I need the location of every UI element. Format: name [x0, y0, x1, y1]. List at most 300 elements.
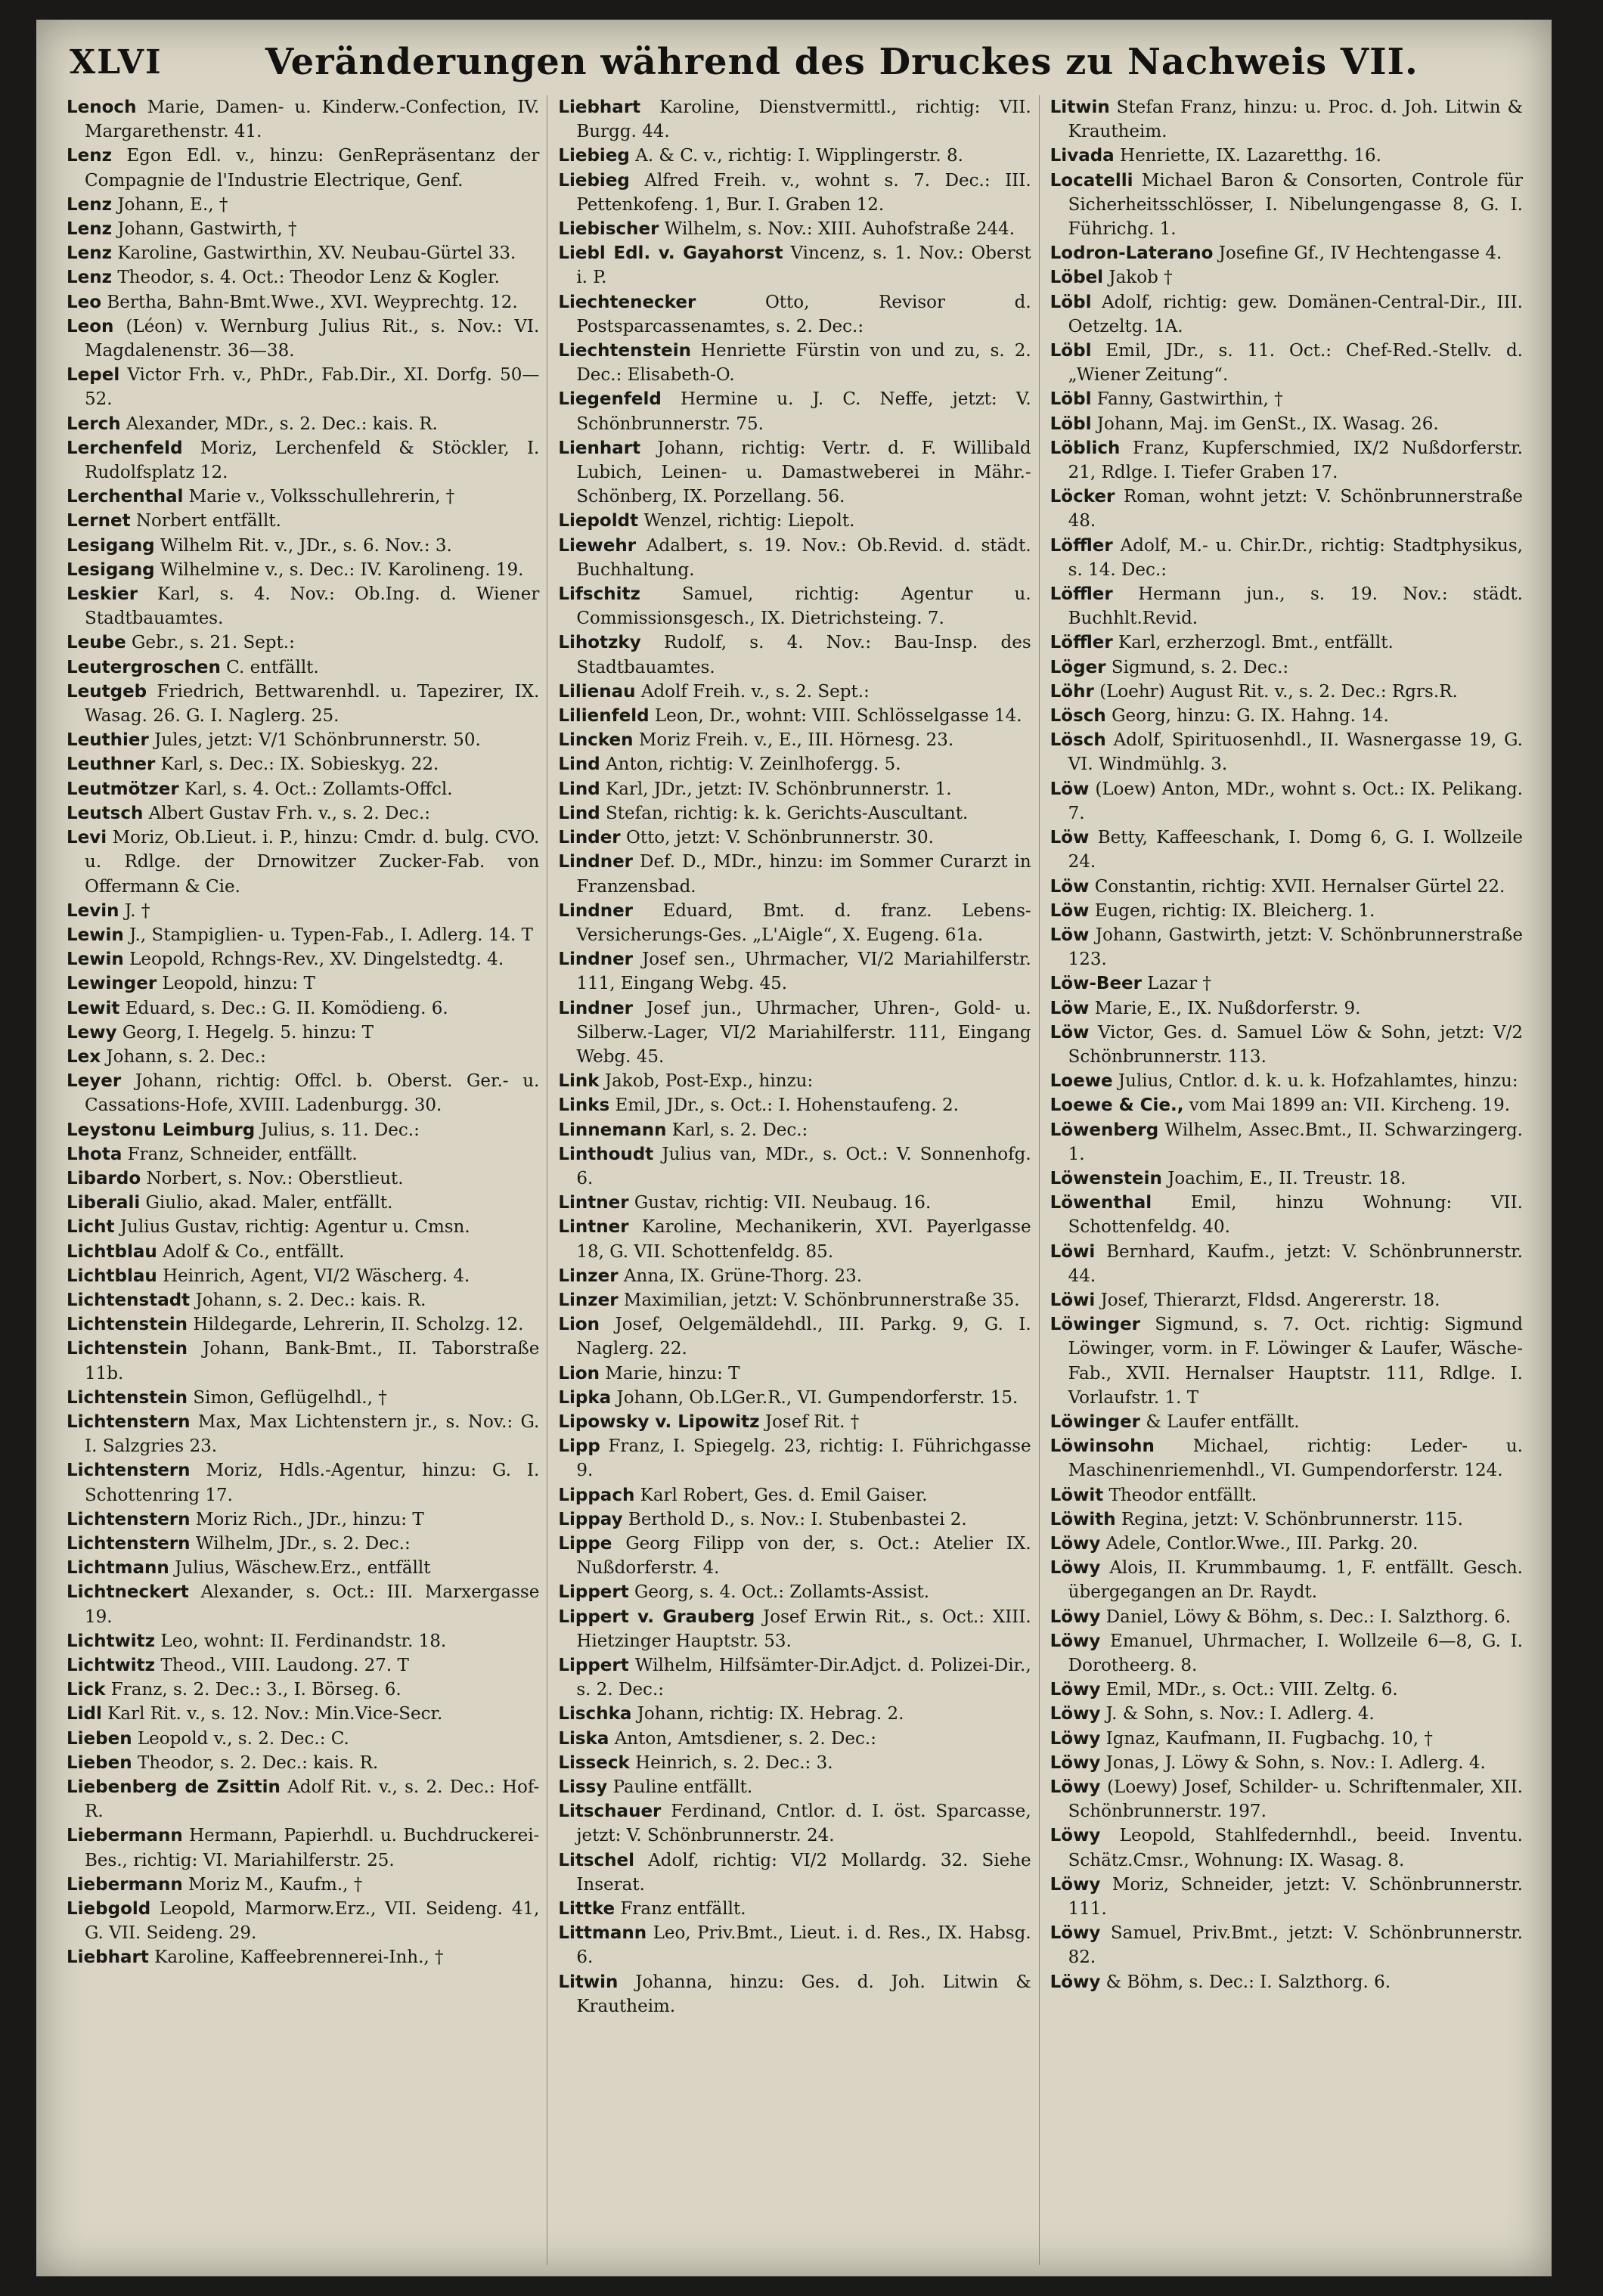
- directory-entry: [67, 265, 539, 290]
- entry-name: Löwinger: [1050, 1315, 1141, 1335]
- directory-entry: [558, 387, 1031, 435]
- entry-text: Ferdinand, Cntlor. d. I. öst. Sparcasse, jetzt: V. Schönbrunnerstr. 24.: [576, 1802, 1031, 1846]
- directory-entry: [67, 923, 539, 947]
- entry-name: Lindner: [558, 950, 634, 970]
- entry-name: Lerchenfeld: [67, 438, 183, 458]
- entry-name: Lincken: [558, 730, 634, 751]
- entry-text: Josef, Thierarzt, Fldsd. Angererstr. 18.: [1100, 1290, 1440, 1310]
- entry-name: Linnemann: [558, 1120, 667, 1140]
- columns: [67, 95, 1523, 2265]
- directory-entry: [67, 1702, 539, 1726]
- entry-name: Lieben: [67, 1752, 132, 1773]
- entry-text: Karl, s. Dec.: IX. Sobieskyg. 22.: [160, 754, 439, 775]
- directory-entry: [67, 1678, 539, 1702]
- entry-name: Links: [558, 1095, 610, 1116]
- directory-entry: [1050, 339, 1523, 387]
- entry-text: Josef Erwin Rit., s. Oct.: XIII. Hietzinger Hauptstr. 53.: [576, 1607, 1031, 1651]
- directory-entry: [558, 850, 1031, 898]
- entry-text: Marie, hinzu: T: [605, 1363, 740, 1383]
- entry-name: Liberali: [67, 1193, 141, 1213]
- entry-name: Lichtblau: [67, 1241, 157, 1262]
- directory-entry: [1050, 704, 1523, 728]
- directory-entry: [1050, 728, 1523, 776]
- entry-name: Lindner: [558, 852, 634, 872]
- directory-entry: [1050, 1167, 1523, 1191]
- entry-name: Löbl: [1050, 414, 1092, 434]
- directory-entry: [558, 1799, 1031, 1848]
- entry-name: Lintner: [558, 1193, 629, 1213]
- entry-text: Theod., VIII. Laudong. 27. T: [160, 1656, 409, 1675]
- entry-name: Löcker: [1050, 487, 1115, 507]
- entry-text: Eduard, s. Dec.: G. II. Komödieng. 6.: [125, 998, 448, 1018]
- entry-name: Lifschitz: [558, 584, 640, 605]
- entry-text: Moriz, Lerchenfeld & Stöckler, I. Rudolfsplatz 12.: [85, 438, 540, 483]
- entry-text: C. entfällt.: [226, 657, 319, 677]
- directory-entry: [1050, 777, 1523, 826]
- directory-entry: [67, 899, 539, 923]
- directory-entry: [67, 1215, 539, 1239]
- entry-text: Wilhelm, Hilfsämter-Dir.Adjct. d. Polizei-Dir., s. 2. Dec.:: [576, 1656, 1031, 1700]
- entry-text: Victor, Ges. d. Samuel Löw & Sohn, jetzt: V/2 Schönbrunnerstr. 113.: [1068, 1022, 1523, 1067]
- directory-entry: [1050, 1678, 1523, 1702]
- directory-entry: [558, 1215, 1031, 1263]
- directory-entry: [558, 1653, 1031, 1702]
- entry-name: Lichtblau: [67, 1266, 157, 1286]
- entry-name: Levi: [67, 828, 107, 848]
- entry-name: Lichtwitz: [67, 1631, 156, 1651]
- entry-text: Emil, MDr., s. Oct.: VIII. Zeltg. 6.: [1105, 1680, 1398, 1700]
- directory-entry: [67, 241, 539, 265]
- directory-entry: [67, 144, 539, 192]
- directory-entry: [67, 1507, 539, 1532]
- directory-entry: [67, 1167, 539, 1191]
- directory-entry: [558, 1897, 1031, 1921]
- directory-entry: [67, 436, 539, 485]
- entry-text: Johanna, hinzu: Ges. d. Joh. Litwin & Krautheim.: [576, 1972, 1031, 2016]
- entry-text: Fanny, Gastwirthin, †: [1096, 389, 1283, 410]
- entry-name: Link: [558, 1071, 600, 1092]
- directory-entry: [558, 1483, 1031, 1507]
- entry-name: Löwy: [1050, 1631, 1101, 1651]
- entry-text: Adolf & Co., entfällt.: [163, 1241, 345, 1262]
- directory-entry: [1050, 1191, 1523, 1239]
- entry-name: Liebhart: [558, 98, 641, 117]
- entry-text: Anton, Amtsdiener, s. 2. Dec.:: [614, 1728, 876, 1749]
- directory-entry: [67, 1873, 539, 1897]
- directory-entry: [558, 1580, 1031, 1604]
- directory-entry: [67, 412, 539, 436]
- directory-entry: [67, 826, 539, 899]
- entry-text: Leo, Priv.Bmt., Lieut. i. d. Res., IX. Habsg. 6.: [576, 1923, 1031, 1968]
- entry-text: Michael Baron & Consorten, Controle für Sicherheitsschlösser, I. Nibelungengasse 8, G. I. Führichg. 1.: [1068, 170, 1523, 240]
- directory-entry: [67, 1118, 539, 1142]
- directory-entry: [558, 1848, 1031, 1897]
- entry-text: Karl, s. 4. Oct.: Zollamts-Offcl.: [184, 779, 453, 799]
- entry-text: Karl, s. 4. Nov.: Ob.Ing. d. Wiener Stadtbauamtes.: [85, 584, 540, 629]
- entry-name: Löwinger: [1050, 1411, 1141, 1432]
- entry-name: Lesigang: [67, 535, 155, 556]
- entry-text: Albert Gustav Frh. v., s. 2. Dec.:: [148, 803, 430, 823]
- directory-entry: [67, 1191, 539, 1215]
- entry-text: Egon Edl. v., hinzu: GenRepräsentanz der Compagnie de l'Industrie Electrique, Genf.: [85, 146, 540, 191]
- entry-text: Johann, s. 2. Dec.: kais. R.: [195, 1290, 426, 1310]
- entry-text: vom Mai 1899 an: VII. Kircheng. 19.: [1189, 1095, 1511, 1116]
- entry-text: Theodor entfällt.: [1108, 1485, 1257, 1505]
- directory-entry: [558, 1702, 1031, 1726]
- entry-name: Lenz: [67, 146, 113, 166]
- entry-text: Franz, Kupferschmied, IX/2 Nußdorferstr. 21, Rdlge. I. Tiefer Graben 17.: [1068, 438, 1523, 483]
- directory-entry: [1050, 875, 1523, 899]
- entry-text: Gebr., s. 21. Sept.:: [132, 633, 295, 653]
- directory-entry: [1050, 826, 1523, 874]
- directory-entry: [558, 1410, 1031, 1434]
- directory-entry: [558, 899, 1031, 947]
- entry-text: Johann, richtig: IX. Hebrag. 2.: [637, 1704, 904, 1724]
- entry-text: Georg Filipp von der, s. Oct.: Atelier IX. Nußdorferstr. 4.: [576, 1533, 1031, 1579]
- directory-entry: [67, 1945, 539, 1969]
- entry-text: Jonas, J. Löwy & Sohn, s. Nov.: I. Adlerg. 4.: [1105, 1752, 1486, 1773]
- entry-text: Lazar †: [1147, 974, 1211, 994]
- entry-text: Karoline, Mechanikerin, XVI. Payerlgasse 18, G. VII. Schottenfeldg. 85.: [576, 1217, 1031, 1262]
- entry-name: Lichtenstein: [67, 1339, 188, 1359]
- directory-entry: [67, 777, 539, 801]
- entry-name: Lind: [558, 803, 600, 823]
- directory-entry: [1050, 1507, 1523, 1532]
- entry-text: Emil, JDr., s. 11. Oct.: Chef-Red.-Stellv. d. „Wiener Zeitung“.: [1068, 341, 1523, 386]
- entry-text: Karoline, Dienstvermittl., richtig: VII. Burgg. 44.: [576, 98, 1031, 142]
- entry-name: Löwy: [1050, 1826, 1101, 1846]
- entry-text: Alois, II. Krummbaumg. 1, F. entfällt. Gesch. übergegangen an Dr. Raydt.: [1068, 1558, 1523, 1603]
- directory-entry: [1050, 1921, 1523, 1969]
- entry-name: Liechtenstein: [558, 341, 691, 361]
- directory-entry: [1050, 1823, 1523, 1872]
- entry-name: Lichtenstern: [67, 1509, 191, 1529]
- entry-text: Rudolf, s. 4. Nov.: Bau-Insp. des Stadtbauamtes.: [576, 633, 1031, 677]
- entry-name: Löwy: [1050, 1607, 1101, 1627]
- directory-page: [36, 20, 1552, 2276]
- entry-text: Johann, richtig: Offcl. b. Oberst. Ger.- u. Cassations-Hofe, XVIII. Ladenburgg. 30.: [85, 1071, 540, 1116]
- directory-entry: [1050, 582, 1523, 631]
- directory-entry: [1050, 1751, 1523, 1775]
- entry-text: Julius van, MDr., s. Oct.: V. Sonnenhofg. 6.: [576, 1144, 1031, 1188]
- entry-name: Liechtenecker: [558, 292, 696, 312]
- entry-name: Lilienau: [558, 681, 636, 702]
- entry-name: Leyer: [67, 1071, 122, 1092]
- entry-name: Lintner: [558, 1217, 629, 1238]
- entry-text: Stefan, richtig: k. k. Gerichts-Auscultant.: [606, 803, 969, 823]
- directory-entry: [558, 631, 1031, 679]
- column-right: [1050, 95, 1523, 2265]
- entry-text: Otto, jetzt: V. Schönbrunnerstr. 30.: [625, 828, 934, 848]
- directory-entry: [558, 1312, 1031, 1361]
- directory-entry: [67, 485, 539, 509]
- directory-entry: [558, 752, 1031, 776]
- entry-name: Lind: [558, 754, 600, 775]
- directory-entry: [558, 1921, 1031, 1969]
- directory-entry: [558, 290, 1031, 339]
- entry-text: Norbert, s. Nov.: Oberstlieut.: [146, 1168, 404, 1188]
- entry-name: Lerchenthal: [67, 487, 184, 507]
- entry-name: Liska: [558, 1728, 609, 1749]
- entry-name: Lewin: [67, 950, 124, 970]
- directory-entry: [1050, 241, 1523, 265]
- entry-name: Löw: [1050, 828, 1090, 848]
- directory-entry: [67, 728, 539, 752]
- entry-text: Henriette Fürstin von und zu, s. 2. Dec.: Elisabeth-O.: [576, 341, 1031, 386]
- entry-name: Lichtmann: [67, 1558, 169, 1579]
- entry-name: Löwy: [1050, 1704, 1101, 1724]
- entry-name: Lichtenstern: [67, 1533, 191, 1554]
- entry-text: Leon, Dr., wohnt: VIII. Schlösselgasse 14.: [654, 706, 1022, 727]
- entry-text: Heinrich, Agent, VI/2 Wäscherg. 4.: [163, 1266, 470, 1286]
- entry-text: Wilhelm Rit. v., JDr., s. 6. Nov.: 3.: [160, 535, 452, 556]
- directory-entry: [67, 314, 539, 363]
- entry-text: Josef jun., Uhrmacher, Uhren-, Gold- u. Silberw.-Lager, VI/2 Mariahilferstr. 111, Eingang Webg. 45.: [576, 998, 1031, 1067]
- entry-name: Löw: [1050, 900, 1090, 921]
- entry-name: Livada: [1050, 146, 1115, 166]
- entry-name: Linzer: [558, 1290, 619, 1310]
- entry-text: Jakob †: [1108, 268, 1173, 288]
- entry-name: Leuthner: [67, 754, 156, 775]
- entry-name: Licht: [67, 1217, 115, 1238]
- entry-name: Löwy: [1050, 1752, 1101, 1773]
- entry-text: Sigmund, s. 7. Oct. richtig: Sigmund Löwinger, vorm. in F. Löwinger & Laufer, Wäsche-Fab., XVII. Hernalser Hauptstr. 111, Rdlge. I. Vorlaufstr. 1. T: [1068, 1315, 1523, 1408]
- entry-name: Löhr: [1050, 681, 1094, 702]
- entry-text: (Loewy) Josef, Schilder- u. Schriftenmaler, XII. Schönbrunnerstr. 197.: [1068, 1777, 1523, 1822]
- entry-name: Lilienfeld: [558, 706, 650, 727]
- directory-entry: [1050, 412, 1523, 436]
- entry-name: Lenz: [67, 243, 113, 264]
- entry-name: Leuthier: [67, 730, 149, 751]
- entry-text: Leopold, Rchngs-Rev., XV. Dingelstedtg. 4.: [129, 950, 504, 970]
- entry-text: Vincenz, s. 1. Nov.: Oberst i. P.: [576, 243, 1031, 288]
- directory-entry: [67, 971, 539, 996]
- entry-text: J. †: [124, 900, 150, 921]
- entry-name: Lex: [67, 1046, 101, 1067]
- entry-text: Jules, jetzt: V/1 Schönbrunnerstr. 50.: [154, 730, 481, 751]
- directory-entry: [558, 1142, 1031, 1191]
- entry-name: Liebhart: [67, 1947, 149, 1968]
- entry-text: Regina, jetzt: V. Schönbrunnerstr. 115.: [1121, 1509, 1463, 1529]
- directory-entry: [67, 1386, 539, 1410]
- entry-name: Lhota: [67, 1144, 122, 1164]
- entry-name: Liegenfeld: [558, 389, 662, 410]
- directory-entry: [558, 996, 1031, 1070]
- entry-text: Wilhelm, Assec.Bmt., II. Schwarzingerg. 1.: [1068, 1120, 1523, 1164]
- entry-text: Emil, hinzu Wohnung: VII. Schottenfeldg. 40.: [1068, 1193, 1523, 1238]
- entry-text: Samuel, richtig: Agentur u. Commissionsgesch., IX. Dietrichsteing. 7.: [576, 584, 1031, 629]
- entry-name: Lipp: [558, 1436, 600, 1457]
- entry-text: Adolf, M.- u. Chir.Dr., richtig: Stadtphysikus, s. 14. Dec.:: [1068, 535, 1523, 580]
- entry-text: Adolf Freih. v., s. 2. Sept.:: [640, 681, 870, 702]
- entry-text: Samuel, Priv.Bmt., jetzt: V. Schönbrunnerstr. 82.: [1068, 1923, 1523, 1968]
- directory-entry: [67, 1532, 539, 1556]
- directory-entry: [1050, 1021, 1523, 1069]
- entry-name: Lepel: [67, 365, 120, 386]
- directory-entry: [1050, 1240, 1523, 1288]
- entry-text: Hermine u. J. C. Neffe, jetzt: V. Schönbrunnerstr. 75.: [576, 389, 1031, 434]
- entry-text: Leo, wohnt: II. Ferdinandstr. 18.: [160, 1631, 447, 1651]
- entry-text: Johann, Ob.LGer.R., VI. Gumpendorferstr. 15.: [616, 1387, 1019, 1408]
- entry-name: Löwi: [1050, 1290, 1096, 1310]
- entry-text: Johann, richtig: Vertr. d. F. Willibald Lubich, Leinen- u. Damastweberei in Mähr.-Schönberg, IX. Porzellang. 56.: [576, 438, 1031, 507]
- entry-name: Liepoldt: [558, 511, 639, 531]
- entry-text: Hermann jun., s. 19. Nov.: städt. Buchhlt.Revid.: [1068, 584, 1523, 629]
- entry-name: Lewin: [67, 925, 124, 945]
- directory-entry: [67, 680, 539, 728]
- directory-entry: [1050, 1970, 1523, 1994]
- entry-text: Karl, erzherzogl. Bmt., entfällt.: [1118, 633, 1394, 653]
- directory-entry: [67, 1751, 539, 1775]
- entry-name: Lewy: [67, 1022, 117, 1043]
- directory-entry: [1050, 971, 1523, 996]
- entry-name: Lippert: [558, 1656, 629, 1675]
- entry-name: Leube: [67, 633, 126, 653]
- entry-name: Lewit: [67, 998, 120, 1018]
- entry-name: Littke: [558, 1899, 615, 1920]
- entry-text: Johann, s. 2. Dec.:: [106, 1046, 266, 1067]
- entry-name: Liebenberg de Zsittin: [67, 1777, 281, 1798]
- entry-text: Emil, JDr., s. Oct.: I. Hohenstaufeng. 2.: [615, 1095, 959, 1116]
- entry-name: Levin: [67, 900, 119, 921]
- entry-text: Pauline entfällt.: [612, 1777, 753, 1798]
- entry-name: Lippert: [558, 1582, 629, 1603]
- directory-entry: [1050, 631, 1523, 655]
- directory-entry: [67, 1312, 539, 1337]
- directory-entry: [1050, 169, 1523, 242]
- directory-entry: [67, 1240, 539, 1264]
- directory-entry: [67, 582, 539, 631]
- entry-name: Linzer: [558, 1266, 619, 1286]
- directory-entry: [67, 363, 539, 411]
- entry-name: Lihotzky: [558, 633, 641, 653]
- page-title: Veränderungen während des Druckes zu Nachweis VII.: [265, 41, 1419, 83]
- directory-entry: [558, 1532, 1031, 1580]
- entry-text: Anton, richtig: V. Zeinlhofergg. 5.: [606, 754, 901, 775]
- entry-name: Liebischer: [558, 219, 659, 240]
- entry-name: Lösch: [1050, 706, 1106, 727]
- entry-text: Wenzel, richtig: Liepolt.: [643, 511, 855, 531]
- directory-entry: [67, 801, 539, 826]
- directory-entry: [558, 680, 1031, 704]
- directory-entry: [67, 1823, 539, 1872]
- entry-text: Victor Frh. v., PhDr., Fab.Dir., XI. Dorfg. 50—52.: [85, 365, 540, 410]
- entry-text: Adele, Contlor.Wwe., III. Parkg. 20.: [1105, 1533, 1419, 1554]
- directory-entry: [67, 217, 539, 241]
- entry-text: Karl Rit. v., s. 12. Nov.: Min.Vice-Secr.: [107, 1704, 443, 1724]
- entry-name: Löw: [1050, 998, 1090, 1018]
- entry-text: Adalbert, s. 19. Nov.: Ob.Revid. d. städt. Buchhaltung.: [576, 535, 1031, 580]
- entry-name: Leutsch: [67, 803, 144, 823]
- entry-text: Josef sen., Uhrmacher, VI/2 Mariahilferstr. 111, Eingang Webg. 45.: [576, 950, 1031, 994]
- entry-text: Betty, Kaffeeschank, I. Domg 6, G. I. Wollzeile 24.: [1068, 828, 1523, 872]
- entry-text: Friedrich, Bettwarenhdl. u. Tapezirer, IX. Wasag. 26. G. I. Naglerg. 25.: [85, 681, 540, 727]
- entry-name: Litschel: [558, 1850, 635, 1870]
- entry-text: Karl, JDr., jetzt: IV. Schönbrunnerstr. 1.: [606, 779, 952, 799]
- entry-name: Löwy: [1050, 1533, 1101, 1554]
- entry-text: Adolf, richtig: VI/2 Mollardg. 32. Siehe Inserat.: [576, 1850, 1031, 1895]
- entry-text: Leopold v., s. 2. Dec.: C.: [137, 1728, 349, 1749]
- directory-entry: [67, 1410, 539, 1458]
- directory-entry: [67, 193, 539, 217]
- entry-text: Julius, s. 11. Dec.:: [260, 1120, 420, 1140]
- entry-text: Eduard, Bmt. d. franz. Lebens-Versicherungs-Ges. „L'Aigle“, X. Eugeng. 61a.: [576, 900, 1031, 945]
- directory-entry: [558, 728, 1031, 752]
- directory-entry: [67, 1021, 539, 1045]
- entry-name: Leutgeb: [67, 681, 147, 702]
- entry-text: Max, Max Lichtenstern jr., s. Nov.: G. I. Salzgries 23.: [85, 1411, 540, 1457]
- entry-text: Hermann, Papierhdl. u. Buchdruckerei-Bes., richtig: VI. Mariahilferstr. 25.: [85, 1826, 540, 1870]
- entry-name: Locatelli: [1050, 170, 1133, 191]
- entry-name: Löwy: [1050, 1972, 1101, 1992]
- entry-name: Lissy: [558, 1777, 608, 1798]
- entry-text: Berthold D., s. Nov.: I. Stubenbastei 2.: [628, 1509, 967, 1529]
- entry-text: Henriette, IX. Lazaretthg. 16.: [1120, 146, 1381, 166]
- entry-name: Löw: [1050, 779, 1090, 799]
- entry-name: Lichtenstern: [67, 1411, 191, 1432]
- entry-name: Lipka: [558, 1387, 612, 1408]
- entry-text: Norbert entfällt.: [135, 511, 281, 531]
- entry-text: Karl Robert, Ges. d. Emil Gaiser.: [640, 1485, 928, 1505]
- entry-text: Marie v., Volksschullehrerin, †: [188, 487, 455, 507]
- directory-entry: [67, 1897, 539, 1945]
- entry-text: Marie, E., IX. Nußdorferstr. 9.: [1094, 998, 1361, 1018]
- directory-entry: [558, 777, 1031, 801]
- directory-entry: [1050, 144, 1523, 168]
- directory-entry: [1050, 485, 1523, 533]
- entry-name: Löbl: [1050, 341, 1092, 361]
- entry-name: Linthoudt: [558, 1144, 654, 1164]
- directory-entry: [67, 1727, 539, 1751]
- entry-text: J., Stampiglien- u. Typen-Fab., I. Adlerg. 14. T: [129, 925, 534, 945]
- directory-entry: [558, 582, 1031, 631]
- entry-text: Franz, Schneider, entfällt.: [127, 1144, 358, 1164]
- entry-name: Löw: [1050, 1022, 1090, 1043]
- entry-name: Loewe & Cie.,: [1050, 1095, 1184, 1116]
- entry-text: Otto, Revisor d. Postsparcassenamtes, s. 2. Dec.:: [576, 292, 1031, 336]
- directory-entry: [558, 1191, 1031, 1215]
- entry-text: Heinrich, s. 2. Dec.: 3.: [635, 1752, 833, 1773]
- directory-entry: [67, 95, 539, 144]
- directory-entry: [67, 509, 539, 533]
- entry-name: Löbl: [1050, 292, 1092, 312]
- directory-entry: [67, 558, 539, 582]
- entry-text: Bernhard, Kaufm., jetzt: V. Schönbrunnerstr. 44.: [1068, 1241, 1523, 1286]
- entry-text: Franz, I. Spiegelg. 23, richtig: I. Führichgasse 9.: [576, 1436, 1031, 1481]
- entry-name: Löblich: [1050, 438, 1121, 458]
- entry-name: Leutergroschen: [67, 657, 221, 677]
- entry-name: Lichtenstern: [67, 1461, 191, 1481]
- directory-entry: [67, 655, 539, 680]
- entry-name: Lisseck: [558, 1752, 630, 1773]
- directory-entry: [1050, 534, 1523, 582]
- entry-name: Löwenberg: [1050, 1120, 1159, 1140]
- entry-name: Linder: [558, 828, 621, 848]
- directory-entry: [1050, 1288, 1523, 1312]
- directory-entry: [67, 534, 539, 558]
- entry-name: Litschauer: [558, 1802, 662, 1822]
- entry-name: Lippe: [558, 1533, 612, 1554]
- entry-name: Löw: [1050, 925, 1090, 945]
- directory-entry: [558, 947, 1031, 996]
- directory-entry: [558, 509, 1031, 533]
- entry-text: Georg, s. 4. Oct.: Zollamts-Assist.: [634, 1582, 930, 1603]
- entry-text: Julius Gustav, richtig: Agentur u. Cmsn.: [119, 1217, 470, 1238]
- directory-entry: [67, 1653, 539, 1678]
- entry-text: Marie, Damen- u. Kinderw.-Confection, IV. Margarethenstr. 41.: [85, 98, 540, 142]
- entry-text: Adolf Rit. v., s. 2. Dec.: Hof-R.: [85, 1777, 540, 1822]
- entry-name: Leskier: [67, 584, 138, 605]
